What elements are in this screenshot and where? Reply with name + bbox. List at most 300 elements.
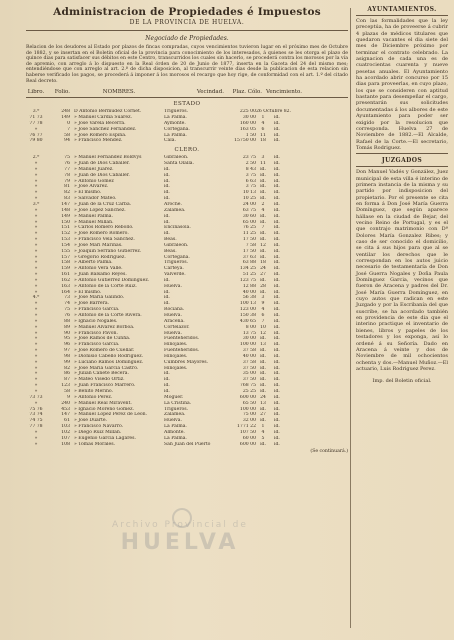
vecindad-cell: Valverde. [164,272,186,278]
day-cell: id. [260,359,266,365]
day-cell: 1 [261,424,265,430]
libro-cell: » [34,289,38,295]
name-cell: » José Duarte. [74,418,108,424]
vecindad-cell: id. [164,383,170,389]
folio-cell: 77 [64,166,70,172]
name-cell: » Manuel Real Miravent. [74,400,132,406]
libro-cell: » [34,377,38,383]
name-cell: » El mismo. [74,190,102,196]
imprenta-note: Imp. del Boletin oficial. [372,378,432,385]
day-cell: id. [260,254,266,260]
ayuntamientos-heading: AYUNTAMIENTOS. [367,6,437,13]
libro-cell: » [34,172,38,178]
name-cell: » Francisco Vela Sánchez. [74,237,135,243]
amount-cell: 30 00 [242,336,256,342]
folio-cell: 102 [61,429,70,435]
vecindad-cell: Aracena. [164,318,185,324]
folio-cell: 149 [61,213,70,219]
folio-cell: 155 [61,248,70,254]
month-cell: id. [274,132,280,138]
libro-cell: » [34,161,38,167]
month-cell: id. [274,353,280,359]
folio-cell: 83 [64,196,70,202]
name-cell: » Juan de Dios Caballer. [74,161,130,167]
folio-cell: 75 [64,155,70,161]
folio-cell: 159 [61,266,70,272]
month-cell: id. [274,307,280,313]
libro-cell: » [34,248,38,254]
vecindad-cell: Trigueros. [164,406,189,412]
folio-cell: 453 [61,406,70,412]
vecindad-cell: Gibraleon. [164,242,189,248]
amount-cell: 40 00 [242,289,256,295]
folio-cell: 96 [64,342,70,348]
libro-cell: » [34,435,38,441]
folio-cell: 153 [61,237,70,243]
amount-cell: 15750 00 [234,138,256,144]
day-cell: 12 [260,242,266,248]
amount-cell: 13 75 [242,330,256,336]
name-cell: » Antonio de la Corte Rivera. [74,313,142,318]
folio-cell: 154 [61,242,70,248]
day-cell: 2 [261,201,265,207]
vecindad-cell: Encinasola. [164,225,191,231]
amount-cell: 40 00 [242,353,256,359]
vecindad-cell: La Palma. [164,132,187,138]
folio-cell: 76 [64,313,70,318]
day-cell: 9 [261,301,265,307]
col-folio: Folio. [54,89,70,96]
libro-cell: 74 75 [29,418,43,424]
name-cell: » Joaquín Serrano Gutierrez. [74,248,142,254]
month-cell: id. [274,225,280,231]
day-cell: id. [260,365,266,371]
name-cell: » José Mari Marinas. [74,242,123,248]
side-column [356,6,448,384]
vecindad-cell: Zalamea. [164,412,186,418]
name-cell: » José María Galindo. [74,295,125,301]
vecindad-cell: id. [164,184,170,190]
name-cell: » Antonio Gutierrez Domínguez. [74,277,150,283]
amount-cell: 10 25 [242,196,256,202]
amount-cell: 10 13 [242,190,256,196]
libro-cell: » [34,330,38,336]
amount-cell: 63 75 [242,207,256,213]
month-cell: id. [274,383,280,389]
main-column [26,6,348,454]
page-subtitle: DE LA PROVINCIA DE HUELVA. [129,19,245,26]
month-cell: id. [274,248,280,254]
month-cell: id. [274,388,280,394]
folio-cell: 161 [61,272,70,278]
libro-cell: » [34,365,38,371]
watermark-line1: Archivo Provincial de [112,520,248,530]
month-cell: id. [274,371,280,377]
folio-cell: 58 [64,388,70,394]
folio-cell: 89 [64,324,70,330]
folio-cell: 86 [64,371,70,377]
amount-cell: 123 00 [239,307,256,313]
name-cell: » Antonio Gómez [74,178,114,184]
day-cell: id. [260,353,266,359]
juzgados-text: Don Manuel Vadés y González, Juez municipal de esta villa é interino de primera instancia de la misma y su partido por indisposicion del propietario. Por el presente se cita en forma á Don José María Guerra Domínguez, que según aparece hállase en la ciudad de Bejar, del vecino Reino de Portugal, y es el que contrajo matrimonio con Dª Dolores María Gonzalez Ribes; y caso de ser conocido el domicilio, se cita á sus hijos para que al se ventilar los derechos que le correspondan en los autos juicio necesario de testamentaría de Don José Guerra Nogales y Doña Paula Domínguez Garcia, vecinos que fueron de Aracena y padres del Dr. José María Guerra Domínguez, en cuyo autos que radican en este Juzgado y por la Escribanía del que suscribe, se ha acordado también en providencia de este dia que el interino practique el inventario de bienes, libros y papeles de los testadores y los exponga, así lo ordené á su Señoría. Dado en Aracena á veinte y dos de Noviembre de mil ochocientos ochenta y dos.—Manuel Muñoz.—El actuario, Luis Rodriguez Perez. [356,169,448,372]
folio-cell: 81 [64,184,70,190]
libro-cell: » [34,184,38,190]
vecindad-cell: Rociana. [164,307,185,313]
vecindad-cell: Huelva. [164,418,182,424]
ayuntamientos-text: Con las formalidades que la ley preceptúa, ha de proveerse á cubrir 4 plazas de médicos titulares que quedaron vacantes el dia siete del mes de Diciembre próximo por terminar el contrato celebrado. La asignacion de cada una es de cuatrocientas cuarenta y nueve pesetas anuales. El Ayuntamiento ha acordado abrir concurso por 15 dias para proveerlas, en cuyo plazo, los que se consideren con aptitud bastante para desempeñar el cargo, presentarán sus solicitudes documentadas á los albores de este Ayuntamiento para poder ser exigido por la resolucion que corresponda. Huelva 27 de Noviembre de 1882.—El Alcalde, Rafael de la Corte.—El secretario, Tomás Rodriguez. [356,18,448,151]
month-cell: id. [274,138,280,144]
vecindad-cell: Huelva. [164,283,182,289]
month-cell: id. [274,207,280,213]
amount-cell: 11 25 [242,231,256,237]
name-cell: » El mismo. [74,289,102,295]
juzgados-rule-top [356,153,448,154]
vecindad-cell: Cortegana. [164,126,190,132]
day-cell: 4 [261,207,265,213]
day-cell: 7 [261,225,265,231]
vecindad-cell: id. [164,219,170,225]
day-cell: id. [260,166,266,172]
month-cell: id. [274,295,280,301]
month-cell: id. [274,377,280,383]
folio-cell: 82 [64,365,70,371]
amount-cell: 37 50 [242,365,256,371]
day-cell: 4 [261,120,265,126]
vecindad-cell: id. [164,301,170,307]
amount-cell: 600 00 [239,441,256,447]
folio-cell: 99 [64,359,70,365]
folio-cell: 9 [67,394,70,400]
amount-cell: 65 50 [242,400,256,406]
name-cell: » Julian Cañete Becera. [74,371,129,377]
amount-cell: 8 00 [245,324,256,330]
day-cell: 4 [261,307,265,313]
folio-cell: 78 [64,172,70,178]
month-cell: id. [274,336,280,342]
name-cell: » Gregorio Rodriguez. [74,254,126,260]
libro-cell: » [34,207,38,213]
name-cell: » Juan Balsamo Reyes. [74,272,127,278]
day-cell: 12 [260,330,266,336]
libro-cell: » [34,237,38,243]
amount-cell: 23 75 [242,155,256,161]
section-title: Negociado de Propiedades. [145,35,229,42]
folio-cell: 240 [61,400,70,406]
libro-cell: » [34,260,38,266]
libro-cell: » [34,231,38,237]
vecindad-cell: id. [164,277,170,283]
name-cell: » Tomás Morales. [74,441,116,447]
vecindad-cell: Santa Olalla. [164,161,195,167]
day-cell: id. [260,418,266,424]
name-cell: » Manuel Palma. [74,213,113,219]
day-cell: id. [260,348,266,354]
libro-cell: » [34,196,38,202]
day-cell: 1 [261,115,265,120]
name-cell: » Francisco García. [74,307,120,313]
folio-cell: 148 [61,207,70,213]
folio-cell: 107 [61,435,70,441]
libro-cell: » [34,301,38,307]
month-cell: id. [274,441,280,447]
libro-cell: » [34,429,38,435]
name-cell: » Mateo Visedo Ortiz. [74,377,125,383]
folio-cell: 150 [61,219,70,225]
month-cell: id. [274,155,280,161]
title-rule [26,30,348,31]
folio-cell: 248 [61,109,70,115]
day-cell: 3 [261,155,265,161]
name-cell: » Manuel Alvarez Borboa. [74,324,135,330]
folio-cell: 87 [64,377,70,383]
folio-cell: 108 [61,441,70,447]
vecindad-cell: id. [164,377,170,383]
day-cell: 10 [260,324,266,330]
vecindad-cell: id. [164,231,170,237]
vecindad-cell: id. [164,166,170,172]
amount-cell: 107 50 [239,429,256,435]
intro-paragraph: Relacion de los deudores al Estado por plazos de fincas compradas, cuyos vencimientos tuvieron lugar en el próximo mes de Octubre de 1882, y se insertan en el Boletin oficial de la provincia para conocimiento de los interesados, á quienes se les otorga el plazo de quince dias para satisfacer sus débitos en este Centro, transcurridos los cuales sin hacerlo, se procederá contra los morosos por la vía de apremio, con arreglo á lo dispuesto en la Real órden de 20 de Junio de 1877, inserta en la Gaceta del 24 del mismo mes; entendiéndose que con arreglo al art. 2.º de dicha disposicion, al transcurrir veinte dias desde la publicacion de esta relacion sin haberse verificado los pagos, se procederá á imponer á los morosos el recargo que hoy rige, de conformidad con el art. 1.º del citado Real decreto. [26,45,348,84]
month-cell: id. [274,313,280,318]
day-cell: id. [260,388,266,394]
amount-cell: 3 75 [245,184,256,190]
month-cell: id. [274,242,280,248]
vecindad-cell: Beas. [164,237,177,243]
libro-cell: » [34,272,38,278]
name-cell: » Antonio Vera Valle. [74,266,123,272]
vecindad-cell: La Palma. [164,435,187,441]
day-cell: id. [260,248,266,254]
day-cell: id. [260,237,266,243]
libro-cell: » [34,400,38,406]
day-cell: id. [260,213,266,219]
day-cell: 27 [260,412,266,418]
vecindad-cell: Aymonte. [164,120,186,126]
folio-cell: 147 [61,412,70,418]
category-estado: ESTADO [173,101,201,108]
vecindad-cell: id. [164,190,170,196]
day-cell: 24 [260,266,266,272]
folio-cell: 97 [64,348,70,354]
vecindad-cell: id. [164,178,170,184]
amount-cell: 32 00 [242,418,256,424]
libro-cell: 73 74 [29,412,43,418]
folio-cell: 123 [61,383,70,389]
month-cell: id. [274,254,280,260]
column-divider [350,8,351,628]
month-cell: id. [274,260,280,266]
name-cell: » Manuel Millan. [74,219,114,225]
amount-cell: 75 00 [242,412,256,418]
amount-cell: 65 00 [242,219,256,225]
libro-cell: » [34,388,38,394]
month-cell: id. [274,435,280,441]
month-cell: id. [274,429,280,435]
month-cell: id. [274,400,280,406]
libro-cell: » [34,307,38,313]
libro-cell: » [34,190,38,196]
folio-cell: 73 [64,295,70,301]
month-cell: id. [274,424,280,430]
page-title: Administracion de Propiedades é Impuestos [53,6,321,18]
col-nombres: NOMBRES. [102,89,136,96]
amount-cell: 163 05 [239,126,256,132]
folio-cell: 90 [64,330,70,336]
month-cell: id. [274,272,280,278]
amount-cell: 100 13 [239,301,256,307]
amount-cell: 1 50 [245,132,256,138]
libro-cell: » [34,266,38,272]
day-cell: id. [260,178,266,184]
libro-cell: 3.ª [32,201,40,207]
vecindad-cell: id. [164,371,170,377]
month-cell: id. [274,120,280,126]
amount-cell: 51 25 [242,272,256,278]
month-cell: id. [274,166,280,172]
libro-cell: 2.ª [32,155,40,161]
folio-cell: 147 [61,201,70,207]
day-cell: 18 [260,260,266,266]
libro-cell: » [34,178,38,184]
folio-cell: 103 [61,424,70,430]
name-cell: » Manuel Fernández Boldvys [74,155,142,161]
month-cell: id. [274,231,280,237]
col-plazo: Plaz. Cólo. [232,89,262,96]
amount-cell: 225 00 [239,109,256,115]
libro-cell: » [34,318,38,324]
folio-cell: 157 [61,254,70,260]
vecindad-cell: Cortelazor. [164,324,190,330]
watermark-line2: HUELVA [120,530,240,555]
month-cell: id. [274,196,280,202]
amount-cell: 7 58 [245,242,256,248]
month-cell: id. [274,266,280,272]
name-cell: » Francisco Navarro. [74,424,124,430]
amount-cell: 430 65 [239,318,256,324]
name-cell: » Salvador Mateo. [74,196,117,202]
amount-cell: 600 00 [239,394,256,400]
folio-cell: 162 [61,277,70,283]
libro-cell: » [34,324,38,330]
vecindad-cell: Huelva. [164,330,182,336]
libro-cell: » [34,283,38,289]
month-cell: id. [274,394,280,400]
name-cell: » Benito Merino. [74,388,114,394]
libro-cell: » [34,219,38,225]
name-cell: » José María García Castro. [74,365,139,371]
amount-cell: 30 00 [242,115,256,120]
libro-cell: 77 78 [29,424,43,430]
name-cell: » Diego Ruiz Millan. [74,429,122,435]
day-cell: id. [260,336,266,342]
libro-cell: 71 73 [29,115,43,120]
table-row [26,138,348,144]
folio-cell: 149 [61,115,70,120]
day-cell: 11 [260,161,266,167]
day-cell: 11 [260,132,266,138]
name-cell: » Antonio Pérez. [74,394,113,400]
amount-cell: 30 60 [242,213,256,219]
name-cell: » Francisco García. [74,342,120,348]
name-cell: » José López Sánchez. [74,207,126,213]
libro-cell: » [34,336,38,342]
month-cell: id. [274,406,280,412]
libro-cell: 76 77 [29,132,43,138]
name-cell: » Ignacio Moreno Gómez. [74,406,134,412]
name-cell: » Ignacio Nogales. [74,318,118,324]
juzgados-heading: JUZGADOS [381,157,423,165]
day-cell: id. [260,190,266,196]
libro-cell: » [34,359,38,365]
name-cell: » Francisco Pavon. [74,330,118,336]
libro-cell: 75 76 [29,406,43,412]
folio-cell: 164 [61,289,70,295]
month-cell: id. [274,126,280,132]
libro-cell: 77 78 [29,120,43,126]
table-row [26,442,348,448]
vecindad-cell: San Juan del Puerto [164,441,211,447]
day-cell: id. [260,383,266,389]
month-cell: id. [274,237,280,243]
libro-cell: » [34,441,38,447]
vecindad-cell: Trigueros. [164,109,189,115]
folio-cell: 163 [61,283,70,289]
name-cell: D Antonio Bermudez Cornet. [74,109,142,115]
ayuntamientos-rule [356,15,448,16]
vecindad-cell: Almonte. [164,429,185,435]
libro-cell: » [34,383,38,389]
month-cell: id. [274,161,280,167]
folio-cell: 151 [61,225,70,231]
amount-cell: 100 00 [239,342,256,348]
name-cell: » Dionisio Cabello Rodriguez. [74,353,144,359]
amount-cell: 150 38 [239,313,256,318]
month-cell: id. [274,115,280,120]
name-cell: » Carlos Romero Rebollo. [74,225,134,231]
month-cell: id. [274,184,280,190]
day-cell: 27 [260,272,266,278]
libro-cell: 73 73 [29,394,43,400]
folio-cell: 61 [64,418,70,424]
vecindad-cell: id. [164,289,170,295]
libro-cell: » [34,242,38,248]
vecindad-cell: Moguer. [164,394,184,400]
name-cell: » José Romero de Cuellar. [74,348,135,354]
vecindad-cell: id. [164,295,170,301]
day-cell: id. [260,184,266,190]
amount-cell: 63 88 [242,260,256,266]
libro-cell: » [34,353,38,359]
name-cell: » Eugenio García Lagares. [74,435,136,441]
folio-cell: 152 [61,231,70,237]
col-vecindad: Vecindad. [196,89,224,96]
day-cell: id. [260,441,266,447]
folio-cell: 7 [67,126,70,132]
day-cell: 7 [261,318,265,324]
day-cell: id. [260,371,266,377]
vecindad-cell: Trigueros. [164,260,189,266]
amount-cell: 3 75 [245,172,256,178]
month-cell: id. [274,330,280,336]
amount-cell: 100 00 [239,406,256,412]
day-cell: 6 [261,313,265,318]
amount-cell: 76 25 [242,225,256,231]
month-cell: id. [274,190,280,196]
libro-cell: » [34,342,38,348]
day-cell: id. [260,289,266,295]
folio-cell: 98 [64,353,70,359]
